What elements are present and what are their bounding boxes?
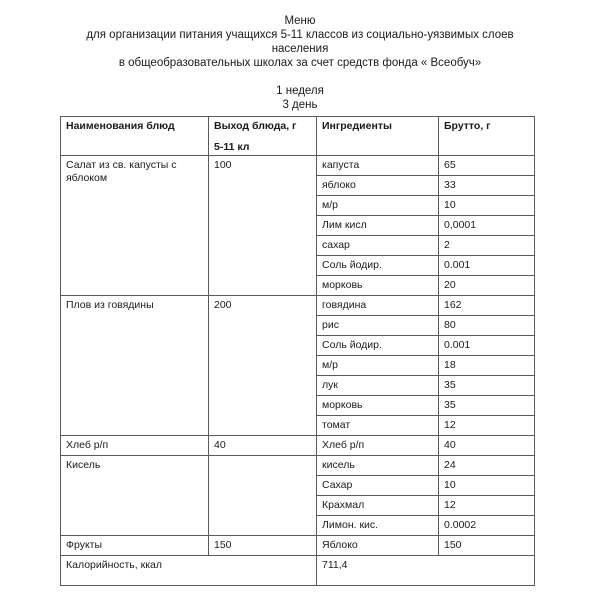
day-label: 3 день xyxy=(282,99,318,111)
table-row xyxy=(61,456,535,476)
column-header-ingredients: Ингредиенты xyxy=(317,117,439,156)
dish-yield: 150 xyxy=(209,536,317,556)
ingredient-gross: 2 xyxy=(439,236,535,256)
ingredient-gross: 150 xyxy=(439,536,535,556)
total-row xyxy=(61,556,535,586)
menu-subtitle-line2: населения xyxy=(271,43,329,55)
table-row xyxy=(61,156,535,176)
ingredient-gross: 18 xyxy=(439,356,535,376)
ingredient-name: морковь xyxy=(317,396,439,416)
ingredient-name: м/р xyxy=(317,356,439,376)
ingredient-name: Крахмал xyxy=(317,496,439,516)
document-header xyxy=(0,14,600,112)
calorie-value: 711,4 xyxy=(317,556,535,586)
menu-table xyxy=(60,116,535,586)
ingredient-name: Соль йодир. xyxy=(317,256,439,276)
ingredient-gross: 35 xyxy=(439,396,535,416)
dish-name: Плов из говядины xyxy=(61,296,209,436)
menu-title: Меню xyxy=(284,15,316,27)
dish-name: Кисель xyxy=(61,456,209,536)
ingredient-gross: 35 xyxy=(439,376,535,396)
menu-subtitle-line3: в общеобразовательных школах за счет средств фонда « Всеобуч» xyxy=(118,57,482,69)
ingredient-gross: 0,0001 xyxy=(439,216,535,236)
ingredient-gross: 10 xyxy=(439,196,535,216)
dish-yield: 200 xyxy=(209,296,317,436)
ingredient-name: Лим кисл xyxy=(317,216,439,236)
ingredient-gross: 0.001 xyxy=(439,256,535,276)
ingredient-name: Яблоко xyxy=(317,536,439,556)
week-label: 1 неделя xyxy=(276,85,324,97)
ingredient-name: лук xyxy=(317,376,439,396)
column-header-yield xyxy=(209,117,317,156)
ingredient-name: Лимон. кис. xyxy=(317,516,439,536)
dish-name: Фрукты xyxy=(61,536,209,556)
column-header-dish: Наименования блюд xyxy=(61,117,209,156)
ingredient-gross: 24 xyxy=(439,456,535,476)
ingredient-name: Хлеб р/п xyxy=(317,436,439,456)
ingredient-gross: 12 xyxy=(439,416,535,436)
ingredient-gross: 40 xyxy=(439,436,535,456)
calorie-label: Калорийность, ккал xyxy=(61,556,317,586)
dish-name: Салат из св. капусты с яблоком xyxy=(61,156,209,296)
ingredient-gross: 0.001 xyxy=(439,336,535,356)
dish-name: Хлеб р/п xyxy=(61,436,209,456)
menu-subtitle-line1: для организации питания учащихся 5-11 классов из социально-уязвимых слоев xyxy=(86,29,514,41)
ingredient-gross: 12 xyxy=(439,496,535,516)
table-header-row xyxy=(61,117,535,156)
ingredient-name: Сахар xyxy=(317,476,439,496)
column-header-yield-sub: 5-11 кл xyxy=(214,141,250,153)
ingredient-name: рис xyxy=(317,316,439,336)
dish-yield: 100 xyxy=(209,156,317,296)
ingredient-name: томат xyxy=(317,416,439,436)
table-row xyxy=(61,296,535,316)
ingredient-gross: 65 xyxy=(439,156,535,176)
ingredient-gross: 162 xyxy=(439,296,535,316)
ingredient-gross: 33 xyxy=(439,176,535,196)
table-row xyxy=(61,436,535,456)
menu-table-body xyxy=(61,156,535,586)
ingredient-gross: 20 xyxy=(439,276,535,296)
column-header-yield-label: Выход блюда, г xyxy=(214,120,297,132)
dish-yield: 40 xyxy=(209,436,317,456)
ingredient-gross: 0.0002 xyxy=(439,516,535,536)
ingredient-name: яблоко xyxy=(317,176,439,196)
table-row xyxy=(61,536,535,556)
ingredient-name: кисель xyxy=(317,456,439,476)
ingredient-name: говядина xyxy=(317,296,439,316)
dish-yield xyxy=(209,456,317,536)
ingredient-name: капуста xyxy=(317,156,439,176)
ingredient-name: сахар xyxy=(317,236,439,256)
ingredient-name: м/р xyxy=(317,196,439,216)
ingredient-name: морковь xyxy=(317,276,439,296)
ingredient-gross: 80 xyxy=(439,316,535,336)
ingredient-name: Соль йодир. xyxy=(317,336,439,356)
ingredient-gross: 10 xyxy=(439,476,535,496)
column-header-gross: Брутто, г xyxy=(439,117,535,156)
